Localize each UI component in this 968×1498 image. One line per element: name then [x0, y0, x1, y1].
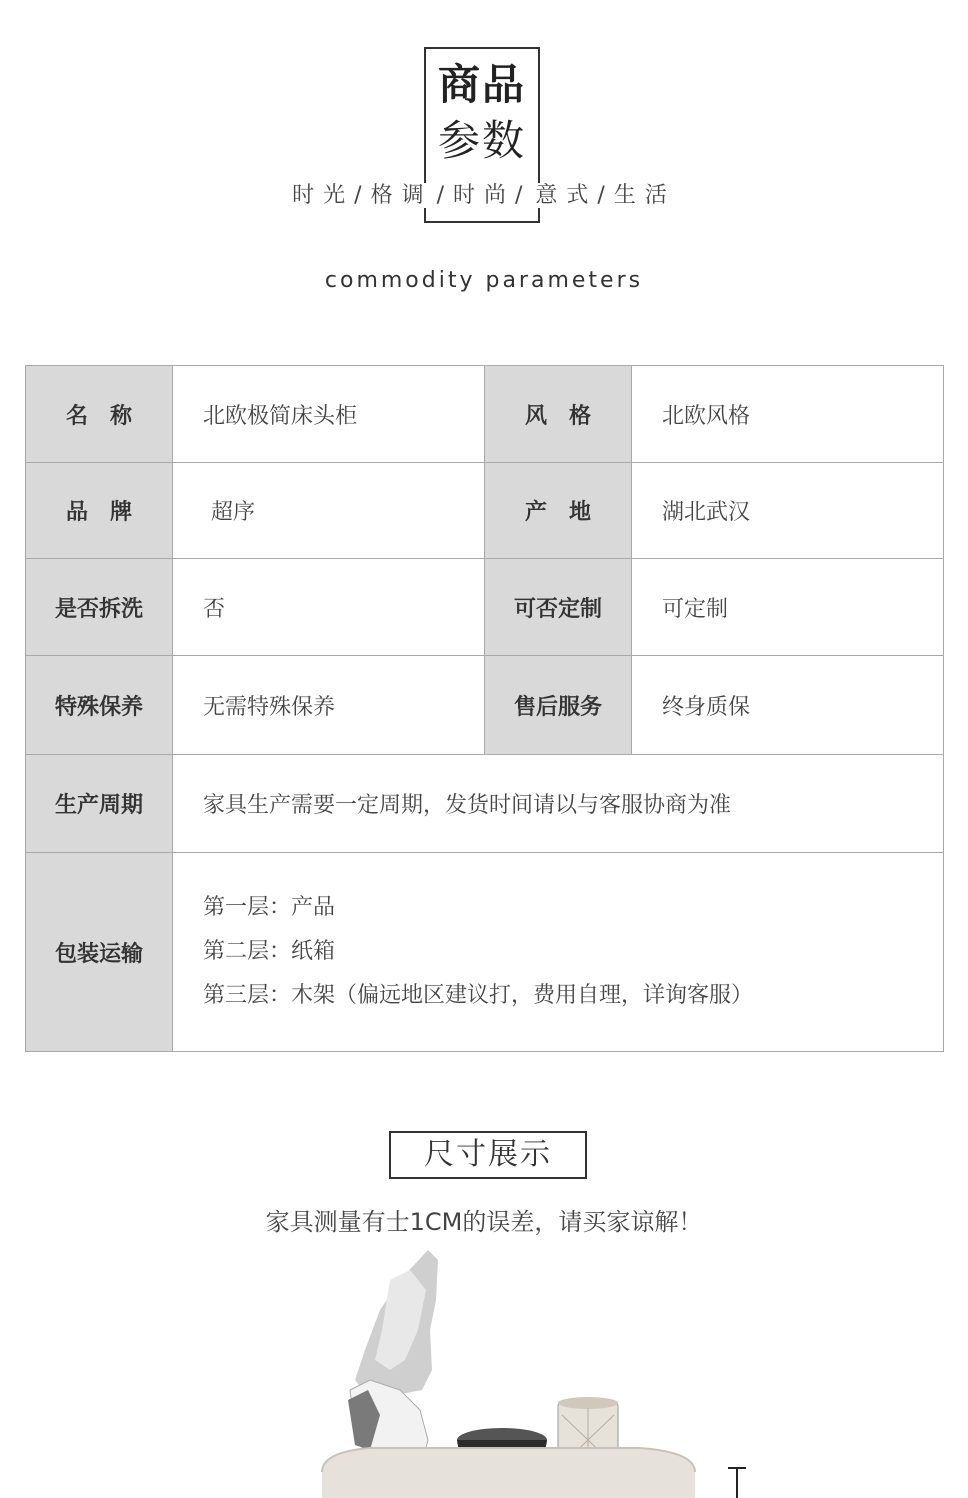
- cycle-value: 家具生产需要一定周期，发货时间请以与客服协商为准: [173, 755, 944, 853]
- table-row: [26, 463, 944, 559]
- page-title-line1: 商品: [437, 60, 526, 109]
- packing-value: [173, 853, 944, 1052]
- table-row: [26, 559, 944, 656]
- tagline-left: 时光/格调: [292, 183, 433, 208]
- custom-value: 可定制: [632, 559, 944, 656]
- tagline-mid: /时尚/: [436, 183, 532, 208]
- origin-value: 湖北武汉: [632, 463, 944, 559]
- packing-label: 包装运输: [26, 853, 173, 1052]
- washable-label: 是否拆洗: [26, 559, 173, 656]
- washable-value: 否: [173, 559, 485, 656]
- style-value: 北欧风格: [632, 366, 944, 463]
- brand-label: 品 牌: [26, 463, 173, 559]
- custom-label: 可否定制: [485, 559, 632, 656]
- packing-line-1: 第一层：产品: [203, 895, 336, 920]
- table-row: [26, 755, 944, 853]
- packing-line-3: 第三层：木架（偏远地区建议打，费用自理，详询客服）: [203, 983, 754, 1008]
- params-table: [25, 365, 944, 1052]
- style-label: 风 格: [485, 366, 632, 463]
- brand-value: 超序: [173, 463, 485, 559]
- subtitle: commodity parameters: [324, 268, 644, 293]
- tagline: [0, 178, 968, 214]
- care-label: 特殊保养: [26, 656, 173, 755]
- page-title-line2: 参数: [437, 116, 526, 165]
- table-row: [26, 853, 944, 1052]
- table-row: [26, 656, 944, 755]
- size-title: 尺寸展示: [389, 1131, 587, 1179]
- origin-label: 产 地: [485, 463, 632, 559]
- name-label: 名 称: [26, 366, 173, 463]
- care-value: 无需特殊保养: [173, 656, 485, 755]
- name-value: 北欧极简床头柜: [173, 366, 485, 463]
- size-note: 家具测量有士1CM的误差，请买家谅解！: [265, 1208, 703, 1236]
- product-image: [310, 1240, 750, 1498]
- aftersale-value: 终身质保: [632, 656, 944, 755]
- cycle-label: 生产周期: [26, 755, 173, 853]
- table-row: [26, 366, 944, 463]
- packing-line-2: 第二层：纸箱: [203, 939, 336, 964]
- aftersale-label: 售后服务: [485, 656, 632, 755]
- tagline-right: 意式/生活: [535, 183, 676, 208]
